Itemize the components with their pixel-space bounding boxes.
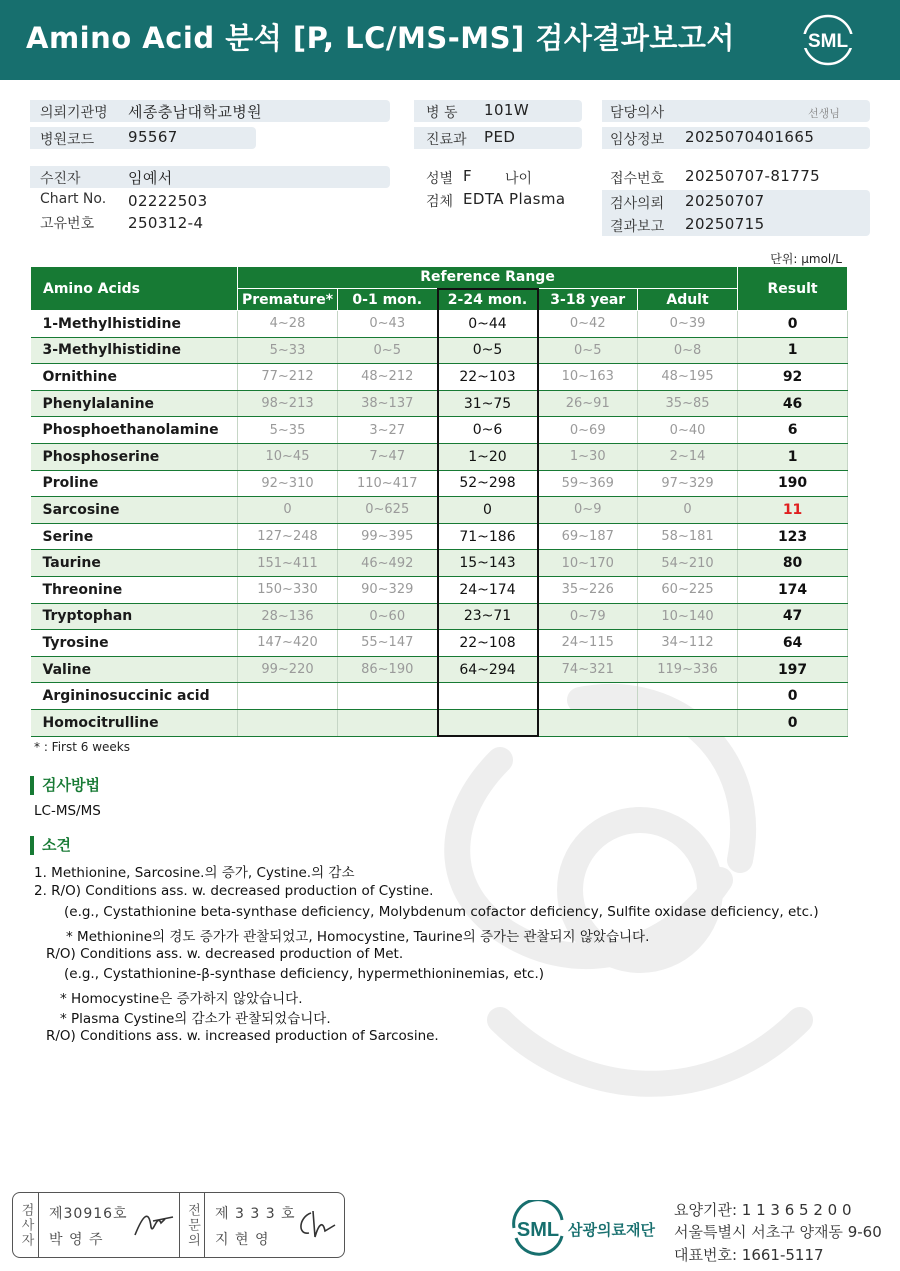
- finding-line-4: * Methionine의 경도 증가가 관찰되었고, Homocystine, Taurine의 증가는 관찰되지 않았습니다.: [66, 929, 650, 945]
- reference-range-cell: 150~330: [238, 576, 338, 603]
- reference-range-cell: 35~226: [538, 576, 638, 603]
- col-header-2-24-mon: 2-24 mon.: [438, 289, 538, 311]
- reference-range-cell: 0~60: [338, 603, 438, 630]
- reference-range-cell: 0: [438, 497, 538, 524]
- specialist-label: 전문의: [185, 1202, 200, 1248]
- result-cell: 92: [738, 364, 848, 391]
- table-footnote: * : First 6 weeks: [34, 740, 130, 754]
- result-cell: 11: [738, 497, 848, 524]
- ward-label: 병 동: [426, 105, 458, 121]
- amino-acid-name: Ornithine: [31, 364, 238, 391]
- reference-range-cell: 97~329: [638, 470, 738, 497]
- patient-label: 수진자: [40, 171, 81, 187]
- amino-acid-name: Threonine: [31, 576, 238, 603]
- col-header-result: Result: [738, 267, 848, 311]
- clinical-label: 임상정보: [610, 132, 665, 148]
- finding-line-5: R/O) Conditions ass. w. decreased production of Met.: [46, 946, 404, 962]
- reference-range-cell: 77~212: [238, 364, 338, 391]
- hospital-code-value: 95567: [128, 128, 178, 146]
- age-label: 나이: [505, 171, 533, 187]
- reference-range-cell: 0~625: [338, 497, 438, 524]
- col-header-reference-range: Reference Range: [238, 267, 738, 289]
- result-cell: 174: [738, 576, 848, 603]
- reference-range-cell: 5~35: [238, 417, 338, 444]
- reference-range-cell: 0~9: [538, 497, 638, 524]
- table-row: [31, 603, 848, 630]
- reference-range-cell: [338, 709, 438, 736]
- patient-box: [30, 166, 390, 188]
- table-row: [31, 656, 848, 683]
- table-row: [31, 390, 848, 417]
- amino-acid-table: [30, 266, 848, 737]
- findings-title: 소견: [30, 836, 71, 855]
- reference-range-cell: 0~8: [638, 337, 738, 364]
- request-value: 20250707: [685, 192, 765, 210]
- result-cell: 123: [738, 523, 848, 550]
- finding-line-9: R/O) Conditions ass. w. increased production of Sarcosine.: [46, 1028, 439, 1044]
- amino-acid-name: Phenylalanine: [31, 390, 238, 417]
- reference-range-cell: 74~321: [538, 656, 638, 683]
- reference-range-cell: 0~6: [438, 417, 538, 444]
- report-date-value: 20250715: [685, 215, 765, 233]
- result-cell: 0: [738, 683, 848, 710]
- unique-no-value: 250312-4: [128, 214, 204, 232]
- reference-range-cell: 22~103: [438, 364, 538, 391]
- tester-label: 검사자: [18, 1202, 34, 1248]
- reference-range-cell: [638, 683, 738, 710]
- reference-range-cell: 1~30: [538, 443, 638, 470]
- table-row: [31, 443, 848, 470]
- dept-label: 진료과: [426, 132, 467, 148]
- reference-range-cell: 119~336: [638, 656, 738, 683]
- tester-name: 박 영 주: [49, 1232, 104, 1248]
- amino-acid-name: Sarcosine: [31, 497, 238, 524]
- sex-label: 성별: [426, 171, 454, 187]
- amino-acid-name: Valine: [31, 656, 238, 683]
- reference-range-cell: 48~195: [638, 364, 738, 391]
- chart-no-value: 02222503: [128, 192, 208, 210]
- reference-range-cell: [538, 709, 638, 736]
- finding-line-8: * Plasma Cystine의 감소가 관찰되었습니다.: [60, 1011, 331, 1027]
- hospital-code-label: 병원코드: [40, 132, 95, 148]
- reference-range-cell: 3~27: [338, 417, 438, 444]
- doctor-suffix: 선생님: [808, 107, 840, 120]
- receipt-label: 접수번호: [610, 171, 665, 187]
- reference-range-cell: 4~28: [238, 311, 338, 338]
- reference-range-cell: [638, 709, 738, 736]
- chart-no-label: Chart No.: [40, 191, 107, 207]
- dept-value: PED: [484, 128, 516, 146]
- reference-range-cell: 48~212: [338, 364, 438, 391]
- reference-range-cell: 110~417: [338, 470, 438, 497]
- reference-range-cell: 23~71: [438, 603, 538, 630]
- reference-range-cell: 0~40: [638, 417, 738, 444]
- clinical-value: 2025070401665: [685, 128, 815, 146]
- reference-range-cell: 0~39: [638, 311, 738, 338]
- reference-range-cell: 69~187: [538, 523, 638, 550]
- reference-range-cell: 1~20: [438, 443, 538, 470]
- result-cell: 46: [738, 390, 848, 417]
- reference-range-cell: 26~91: [538, 390, 638, 417]
- table-row: [31, 337, 848, 364]
- specimen-value: EDTA Plasma: [463, 190, 566, 208]
- amino-acid-name: Proline: [31, 470, 238, 497]
- reference-range-cell: 0: [638, 497, 738, 524]
- amino-acid-name: Phosphoserine: [31, 443, 238, 470]
- reference-range-cell: 147~420: [238, 630, 338, 657]
- amino-acid-name: Phosphoethanolamine: [31, 417, 238, 444]
- col-header-amino-acids: Amino Acids: [31, 267, 238, 311]
- col-header-adult: Adult: [638, 289, 738, 311]
- amino-acid-name: Tryptophan: [31, 603, 238, 630]
- reference-range-cell: 24~115: [538, 630, 638, 657]
- reference-range-cell: 127~248: [238, 523, 338, 550]
- reference-range-cell: 64~294: [438, 656, 538, 683]
- reference-range-cell: 10~163: [538, 364, 638, 391]
- finding-line-6: (e.g., Cystathionine-β-synthase deficiency, hypermethioninemias, etc.): [64, 966, 545, 982]
- institution-label: 의뢰기관명: [40, 105, 108, 121]
- reference-range-cell: 35~85: [638, 390, 738, 417]
- finding-line-2: 2. R/O) Conditions ass. w. decreased production of Cystine.: [34, 883, 434, 899]
- result-cell: 47: [738, 603, 848, 630]
- report-date-label: 결과보고: [610, 219, 665, 235]
- reference-range-cell: [438, 709, 538, 736]
- tester-number: 제30916호: [49, 1206, 128, 1222]
- finding-line-1: 1. Methionine, Sarcosine.의 증가, Cystine.의 감소: [34, 865, 355, 881]
- method-body: LC-MS/MS: [34, 803, 101, 819]
- table-row: [31, 523, 848, 550]
- reference-range-cell: 0~79: [538, 603, 638, 630]
- finding-line-7: * Homocystine은 증가하지 않았습니다.: [60, 991, 303, 1007]
- table-row: [31, 417, 848, 444]
- reference-range-cell: 60~225: [638, 576, 738, 603]
- reference-range-cell: [238, 683, 338, 710]
- patient-value: 임예서: [128, 169, 173, 187]
- table-row: [31, 311, 848, 338]
- table-row: [31, 709, 848, 736]
- reference-range-cell: 10~170: [538, 550, 638, 577]
- reference-range-cell: 0~43: [338, 311, 438, 338]
- request-label: 검사의뢰: [610, 196, 665, 212]
- reference-range-cell: 0~42: [538, 311, 638, 338]
- specialist-signature-icon: [295, 1207, 339, 1241]
- reference-range-cell: 0~5: [438, 337, 538, 364]
- address: 서울특별시 서초구 양재동 9-60: [674, 1223, 882, 1241]
- result-cell: 190: [738, 470, 848, 497]
- finding-line-3: (e.g., Cystathionine beta-synthase deficiency, Molybdenum cofactor deficiency, Sulfite oxidase deficiency, etc.): [64, 904, 819, 920]
- reference-range-cell: 24~174: [438, 576, 538, 603]
- reference-range-cell: 58~181: [638, 523, 738, 550]
- col-header-0-1-mon: 0-1 mon.: [338, 289, 438, 311]
- result-cell: 64: [738, 630, 848, 657]
- result-cell: 0: [738, 709, 848, 736]
- report-title: Amino Acid 분석 [P, LC/MS-MS] 검사결과보고서: [26, 21, 735, 55]
- reference-range-cell: 86~190: [338, 656, 438, 683]
- phone-number: 대표번호: 1661-5117: [674, 1246, 824, 1264]
- specialist-header: [179, 1193, 205, 1257]
- amino-acid-name: 3-Methylhistidine: [31, 337, 238, 364]
- reference-range-cell: 38~137: [338, 390, 438, 417]
- reference-range-cell: 5~33: [238, 337, 338, 364]
- reference-range-cell: 10~140: [638, 603, 738, 630]
- col-header-premature: Premature*: [238, 289, 338, 311]
- result-cell: 0: [738, 311, 848, 338]
- reference-range-cell: [438, 683, 538, 710]
- result-cell: 6: [738, 417, 848, 444]
- doctor-label: 담당의사: [610, 105, 665, 121]
- reference-range-cell: 151~411: [238, 550, 338, 577]
- col-header-3-18-year: 3-18 year: [538, 289, 638, 311]
- reference-range-cell: 0~44: [438, 311, 538, 338]
- reference-range-cell: 15~143: [438, 550, 538, 577]
- specialist-number: 제 3 3 3 호: [215, 1206, 296, 1222]
- result-cell: 1: [738, 443, 848, 470]
- result-cell: 1: [738, 337, 848, 364]
- reference-range-cell: 98~213: [238, 390, 338, 417]
- table-row: [31, 550, 848, 577]
- table-row: [31, 364, 848, 391]
- reference-range-cell: 34~112: [638, 630, 738, 657]
- reference-range-cell: 55~147: [338, 630, 438, 657]
- reference-range-cell: 92~310: [238, 470, 338, 497]
- svg-text:삼광의료재단: 삼광의료재단: [568, 1221, 655, 1239]
- reference-range-cell: 10~45: [238, 443, 338, 470]
- svg-text:SML: SML: [516, 1219, 560, 1241]
- result-cell: 197: [738, 656, 848, 683]
- reference-range-cell: [238, 709, 338, 736]
- tester-signature-icon: [131, 1205, 177, 1241]
- reference-range-cell: 0: [238, 497, 338, 524]
- ward-value: 101W: [484, 101, 530, 119]
- reference-range-cell: 99~220: [238, 656, 338, 683]
- table-row: [31, 630, 848, 657]
- table-row: [31, 683, 848, 710]
- reference-range-cell: [338, 683, 438, 710]
- report-header: [0, 0, 900, 80]
- reference-range-cell: 22~108: [438, 630, 538, 657]
- reference-range-cell: 0~69: [538, 417, 638, 444]
- amino-acid-name: Tyrosine: [31, 630, 238, 657]
- reference-range-cell: 28~136: [238, 603, 338, 630]
- reference-range-cell: 46~492: [338, 550, 438, 577]
- specialist-name: 지 현 영: [215, 1232, 270, 1248]
- table-row: [31, 497, 848, 524]
- amino-acid-name: Serine: [31, 523, 238, 550]
- unique-no-label: 고유번호: [40, 216, 95, 232]
- receipt-value: 20250707-81775: [685, 167, 821, 185]
- signature-box: [12, 1192, 345, 1258]
- sml-logo-icon: [796, 10, 860, 70]
- amino-acid-name: Argininosuccinic acid: [31, 683, 238, 710]
- reference-range-cell: 7~47: [338, 443, 438, 470]
- reference-range-cell: 59~369: [538, 470, 638, 497]
- tester-header: [13, 1193, 39, 1257]
- reference-range-cell: [538, 683, 638, 710]
- institution-value: 세종충남대학교병원: [128, 103, 263, 121]
- reference-range-cell: 90~329: [338, 576, 438, 603]
- reference-range-cell: 71~186: [438, 523, 538, 550]
- amino-acid-name: Homocitrulline: [31, 709, 238, 736]
- table-row: [31, 576, 848, 603]
- reference-range-cell: 0~5: [338, 337, 438, 364]
- reference-range-cell: 99~395: [338, 523, 438, 550]
- table-row: [31, 470, 848, 497]
- reference-range-cell: 52~298: [438, 470, 538, 497]
- method-title: 검사방법: [30, 776, 100, 795]
- amino-acid-name: 1-Methylhistidine: [31, 311, 238, 338]
- facility-code: 요양기관: 1 1 3 6 5 2 0 0: [674, 1201, 852, 1219]
- unit-label: 단위: μmol/L: [770, 252, 842, 266]
- specimen-label: 검체: [426, 194, 454, 210]
- sex-value: F: [463, 167, 473, 185]
- svg-text:SML: SML: [807, 31, 849, 52]
- result-cell: 80: [738, 550, 848, 577]
- reference-range-cell: 54~210: [638, 550, 738, 577]
- reference-range-cell: 2~14: [638, 443, 738, 470]
- reference-range-cell: 0~5: [538, 337, 638, 364]
- reference-range-cell: 31~75: [438, 390, 538, 417]
- amino-acid-name: Taurine: [31, 550, 238, 577]
- sml-footer-logo-icon: [510, 1200, 670, 1256]
